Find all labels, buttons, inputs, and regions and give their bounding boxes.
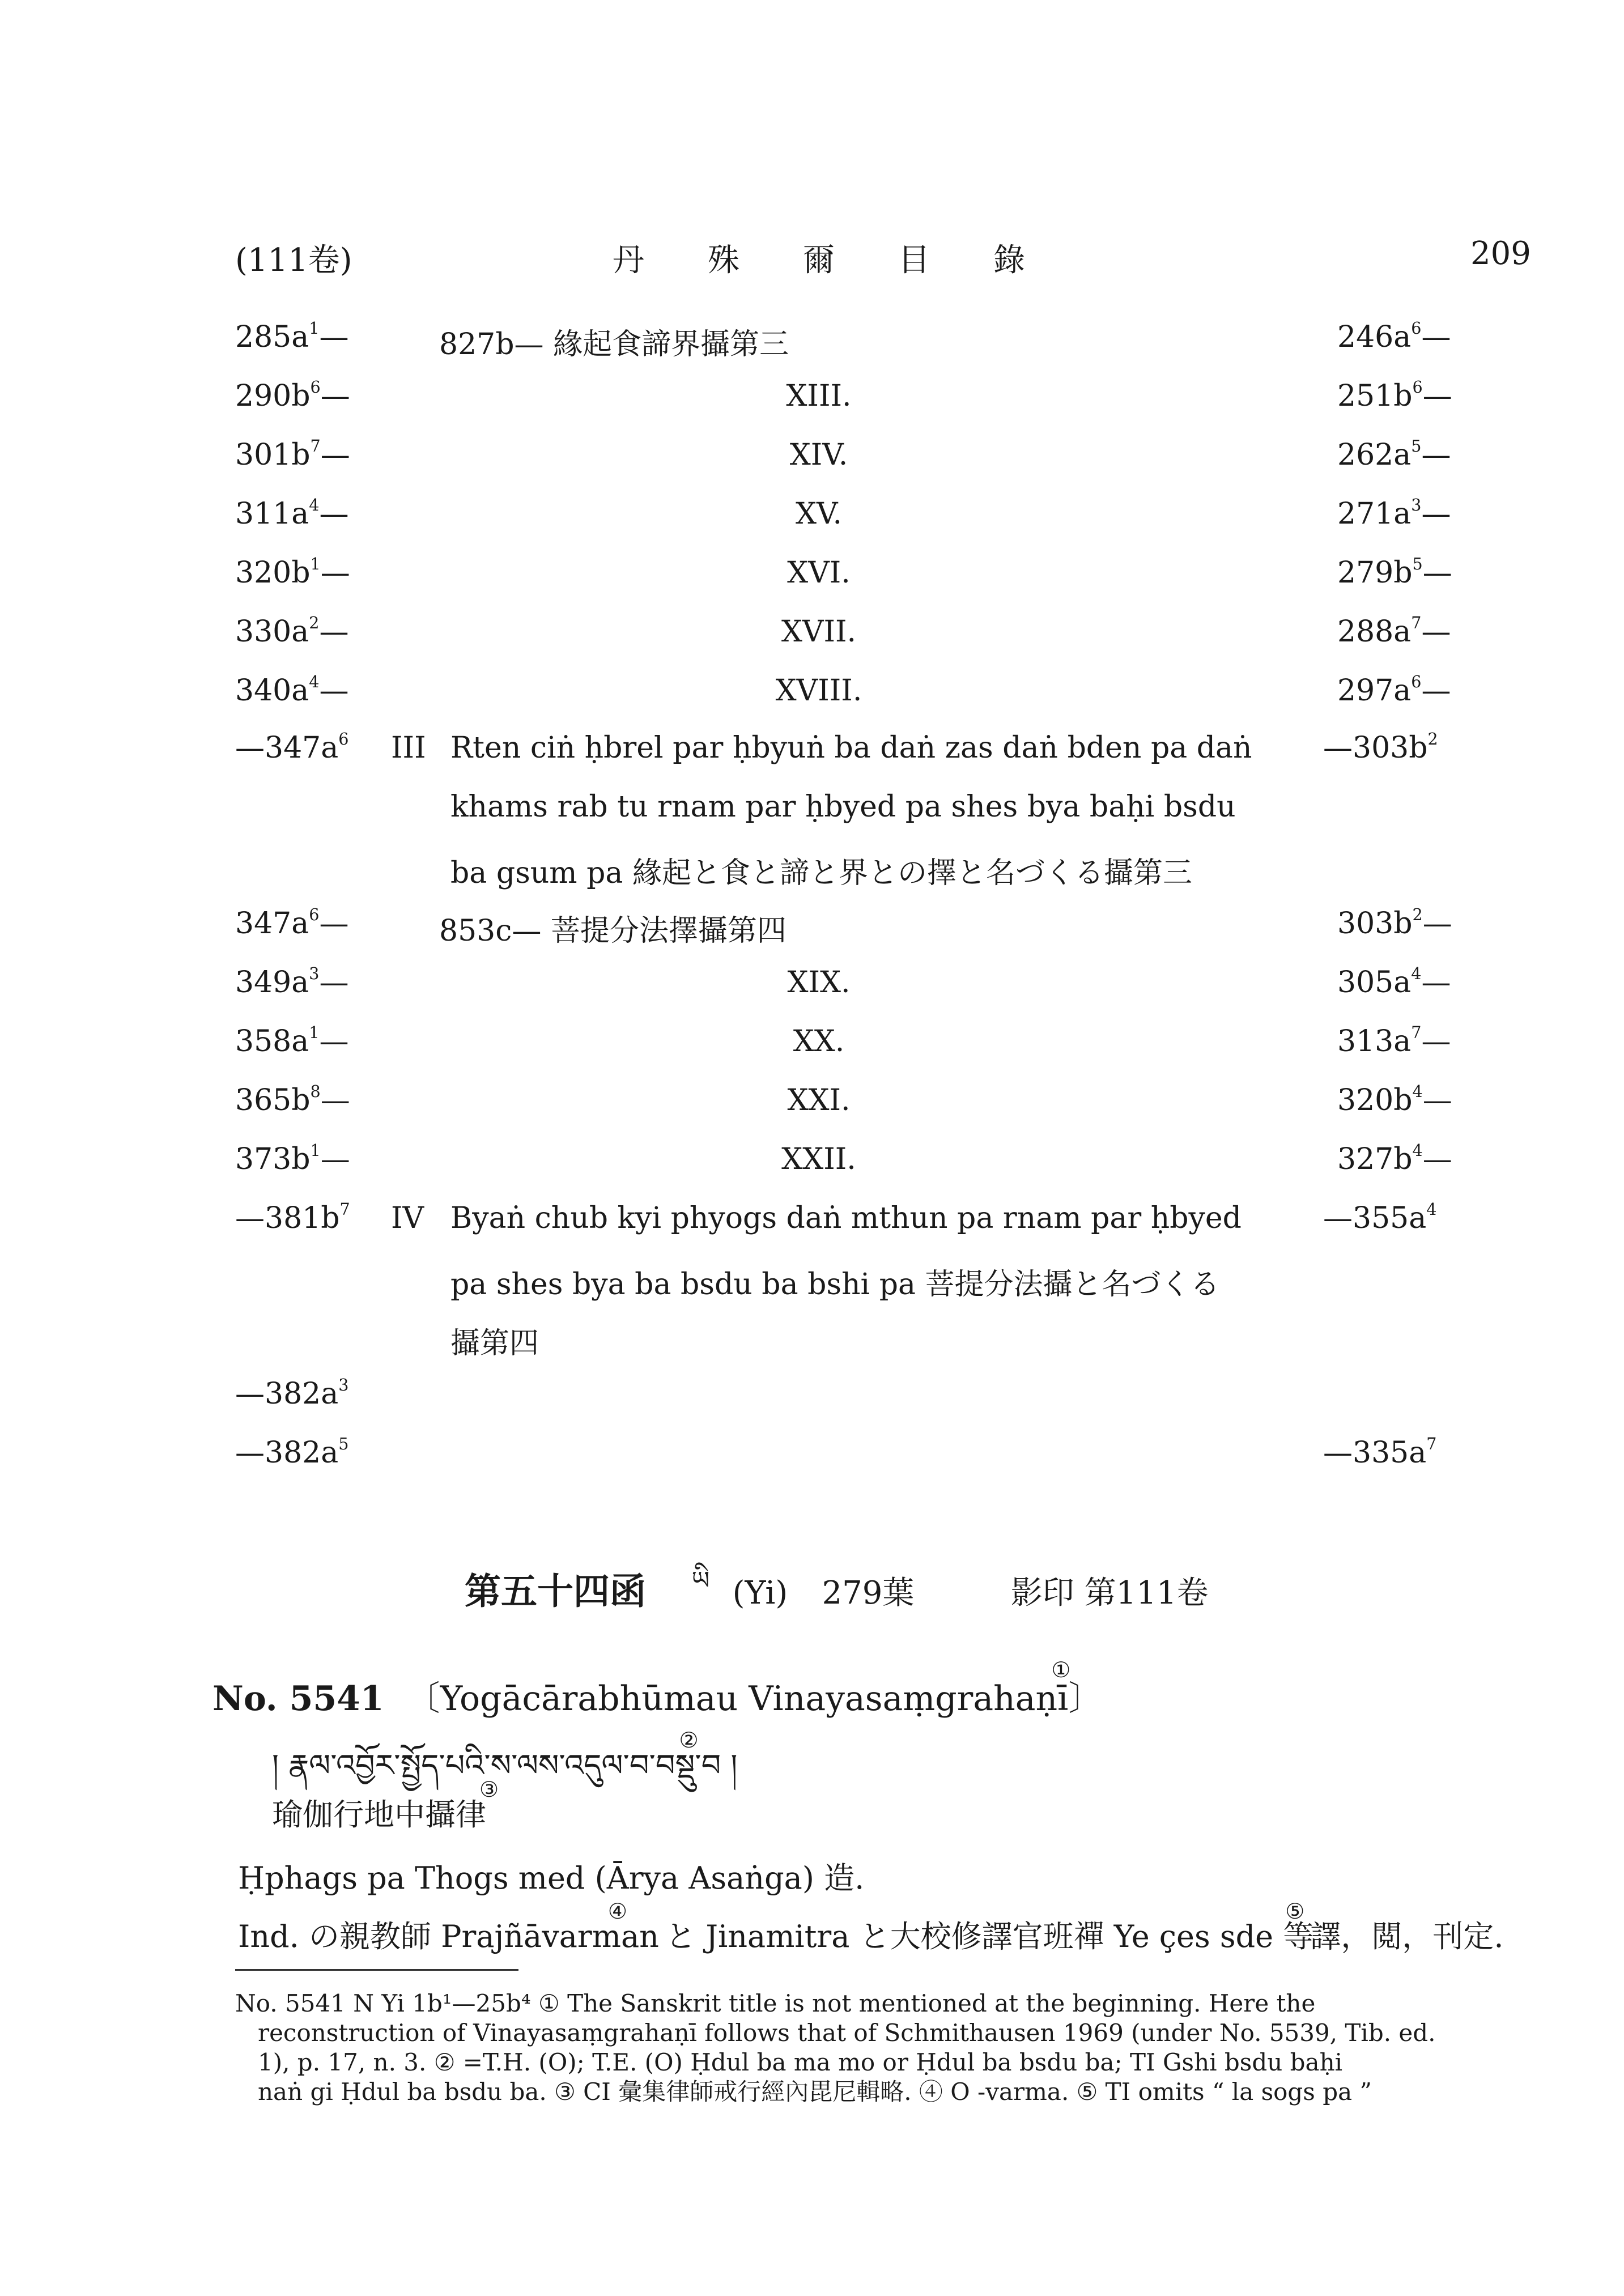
entry-tibetan-title: ། རྣལ་འབྱོར་སྤྱོད་པའི་ས་ལས་འདུལ་བ་བསྡུ་བ ། ② [272, 1728, 747, 1783]
left-folio-ref: $330a^2—$ [235, 613, 349, 649]
left-folio-ref: $349a^3—$ [235, 964, 349, 1000]
left-folio-ref: $285a^1—$ [235, 318, 349, 354]
section-iii-right-ref: $—303b^2$ [1323, 729, 1438, 765]
section-iii-text-line: Rten ciṅ ḥbrel par ḥbyuṅ ba daṅ zas daṅ bden pa daṅ [450, 731, 1252, 765]
left-folio-ref: $373b^1—$ [235, 1141, 350, 1176]
section-iii-text-line: ba gsum pa 緣起と食と諦と界との擇と名づくる攝第三 [450, 856, 1192, 890]
note-mark-1: ① [1051, 1657, 1071, 1682]
right-folio-ref: $271a^3—$ [1337, 495, 1451, 531]
left-end-ref: $—382a^3$ [235, 1375, 349, 1411]
section-iii-number: III [391, 731, 426, 765]
right-folio-ref: $262a^5—$ [1337, 436, 1451, 472]
right-folio-ref: $305a^4—$ [1337, 964, 1451, 1000]
note-mark-4: ④ [607, 1899, 627, 1924]
left-end-ref: $—382a^5$ [235, 1434, 349, 1470]
entry-sanskrit-title: 〔Yogācārabhūmau Vinayasaṃgrahaṇī〕① [406, 1657, 1103, 1719]
section-iv-text-line: Byaṅ chub kyi phyogs daṅ mthun pa rnam par ḥbyed [450, 1201, 1242, 1235]
left-folio-ref: $311a^4—$ [235, 495, 349, 531]
volume-roman: (Yi) [732, 1575, 788, 1612]
chinese-ref-heading: 853c— 菩提分法擇攝第四 [439, 914, 787, 948]
footnote-1: No. 5541 N Yi 1b¹—25b⁴ ① The Sanskrit title is not mentioned at the beginning. Here the [235, 1989, 1316, 2017]
footnote-rule [235, 1969, 518, 1971]
entry-translators: Ind. の親教師 Prajñāvarman④ と Jinamitra と大校修譯官班禪 Ye çes sde 等⑤譯，閲，刊定. [238, 1899, 1504, 1954]
volume-heading [465, 1553, 1208, 1623]
chinese-ref-heading: 827b— 緣起食諦界攝第三 [439, 328, 789, 362]
volume-tibetan-letter: ཡི [691, 1566, 710, 1595]
footnote-4: naṅ gi Ḥdul ba bsdu ba. ③ CI 彙集律師戒行經內毘尼輯略. ④ O -varma. ⑤ TI omits “ la sogs pa ” [258, 2078, 1372, 2106]
section-iv-right-ref: $—355a^4$ [1323, 1200, 1437, 1235]
right-folio-ref: $297a^6—$ [1337, 672, 1451, 708]
section-iv-number: IV [391, 1201, 424, 1235]
right-folio-ref: $303b^2—$ [1337, 905, 1452, 941]
left-folio-ref: $290b^6—$ [235, 377, 350, 413]
footnote-2: reconstruction of Vinayasaṃgrahaṇī follows that of Schmithausen 1969 (under No. 5539, Tib. ed. [258, 2019, 1436, 2047]
header-volume: (111卷) [235, 242, 352, 279]
left-folio-ref: $358a^1—$ [235, 1023, 349, 1058]
entry-number: No. 5541 [212, 1679, 384, 1719]
entry-chinese-title: 瑜伽行地中攝律③ [272, 1777, 499, 1832]
entry-author: Ḥphags pa Thogs med (Ārya Asaṅga) 造. [238, 1860, 865, 1896]
left-folio-ref: $301b^7—$ [235, 436, 350, 472]
right-folio-ref: $246a^6—$ [1337, 318, 1451, 354]
right-folio-ref: $288a^7—$ [1337, 613, 1451, 649]
left-folio-ref: $347a^6—$ [235, 905, 349, 941]
section-iv-text-line: 攝第四 [450, 1326, 539, 1360]
right-folio-ref: $251b^6—$ [1337, 377, 1452, 413]
volume-title: 第五十四函 [465, 1570, 646, 1613]
right-folio-ref: $320b^4—$ [1337, 1082, 1452, 1117]
left-folio-ref: $340a^4—$ [235, 672, 349, 708]
section-iii-text-line: khams rab tu rnam par ḥbyed pa shes bya baḥi bsdu [450, 790, 1236, 824]
section-iv-text-line: pa shes bya ba bsdu ba bshi pa 菩提分法攝と名づくる [450, 1268, 1220, 1302]
page-number: 209 [1470, 235, 1531, 272]
volume-facsimile: 影印 第111卷 [1010, 1575, 1209, 1612]
right-folio-ref: $327b^4—$ [1337, 1141, 1452, 1176]
volume-leaves: 279葉 [822, 1575, 915, 1612]
right-folio-ref: $313a^7—$ [1337, 1023, 1451, 1058]
note-mark-3: ③ [479, 1777, 499, 1802]
entry-title-line [212, 1657, 1121, 1720]
right-end-ref: $—335a^7$ [1323, 1434, 1437, 1470]
left-folio-ref: $320b^1—$ [235, 554, 350, 590]
section-iv-left-ref: $—381b^7$ [235, 1200, 350, 1235]
section-iii-left-ref: $—347a^6$ [235, 729, 349, 765]
note-mark-2: ② [679, 1728, 699, 1753]
note-mark-5: ⑤ [1285, 1899, 1305, 1924]
left-folio-ref: $365b^8—$ [235, 1082, 350, 1117]
right-folio-ref: $279b^5—$ [1337, 554, 1452, 590]
footnote-3: 1), p. 17, n. 3. ② =T.H. (O); T.E. (O) Ḥdul ba ma mo or Ḥdul ba bsdu ba; TI Gshi bsdu baḥi [258, 2048, 1343, 2076]
